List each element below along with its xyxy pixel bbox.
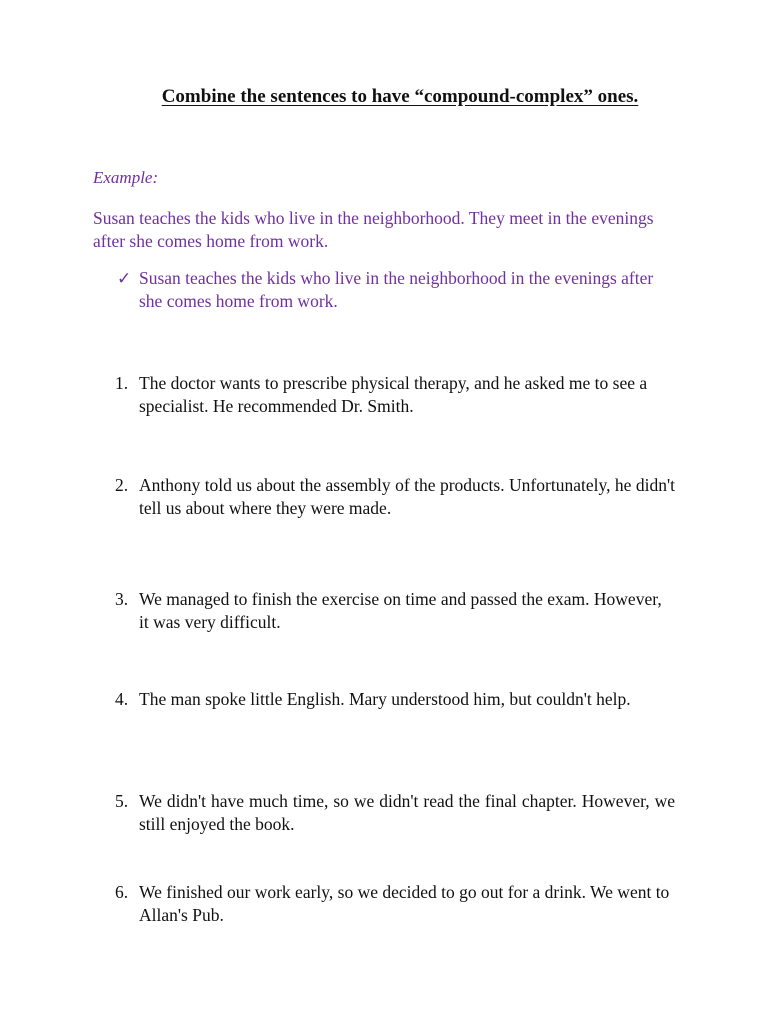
- exercise-number: 1.: [115, 373, 129, 393]
- exercise-number: 4.: [115, 689, 129, 709]
- exercise-text: The doctor wants to prescribe physical therapy, and he asked me to see a specialist. He recommended Dr. Smith.: [139, 373, 648, 416]
- exercise-number: 2.: [115, 475, 129, 495]
- example-text: Susan teaches the kids who live in the neighborhood. They meet in the evenings after she comes home from work.: [93, 208, 654, 251]
- example-answer: [117, 267, 677, 313]
- exercise-number: 5.: [115, 791, 129, 811]
- exercise-number: 3.: [115, 589, 129, 609]
- exercise-item-3: [115, 588, 675, 634]
- exercise-text: Anthony told us about the assembly of the products. Unfortunately, he didn't tell us about where they were made.: [139, 475, 675, 518]
- exercise-number: 6.: [115, 882, 129, 902]
- exercise-text: We managed to finish the exercise on time and passed the exam. However, it was very difficult.: [139, 589, 662, 632]
- exercise-item-6: [115, 881, 675, 927]
- exercise-item-2: [115, 474, 675, 520]
- example-label: Example:: [93, 168, 159, 187]
- page-title: Combine the sentences to have “compound-complex” ones.: [161, 86, 639, 107]
- checkmark-icon: ✓: [117, 269, 132, 288]
- exercise-item-4: [115, 688, 675, 711]
- exercise-item-1: [115, 372, 675, 418]
- exercise-text: The man spoke little English. Mary understood him, but couldn't help.: [139, 689, 631, 709]
- exercise-item-5: [115, 790, 675, 836]
- example-answer-text: Susan teaches the kids who live in the neighborhood in the evenings after she comes home from work.: [139, 268, 654, 311]
- exercise-text: We didn't have much time, so we didn't read the final chapter. However, we still enjoyed the book.: [139, 791, 675, 834]
- exercise-text: We finished our work early, so we decided to go out for a drink. We went to Allan's Pub.: [139, 882, 670, 925]
